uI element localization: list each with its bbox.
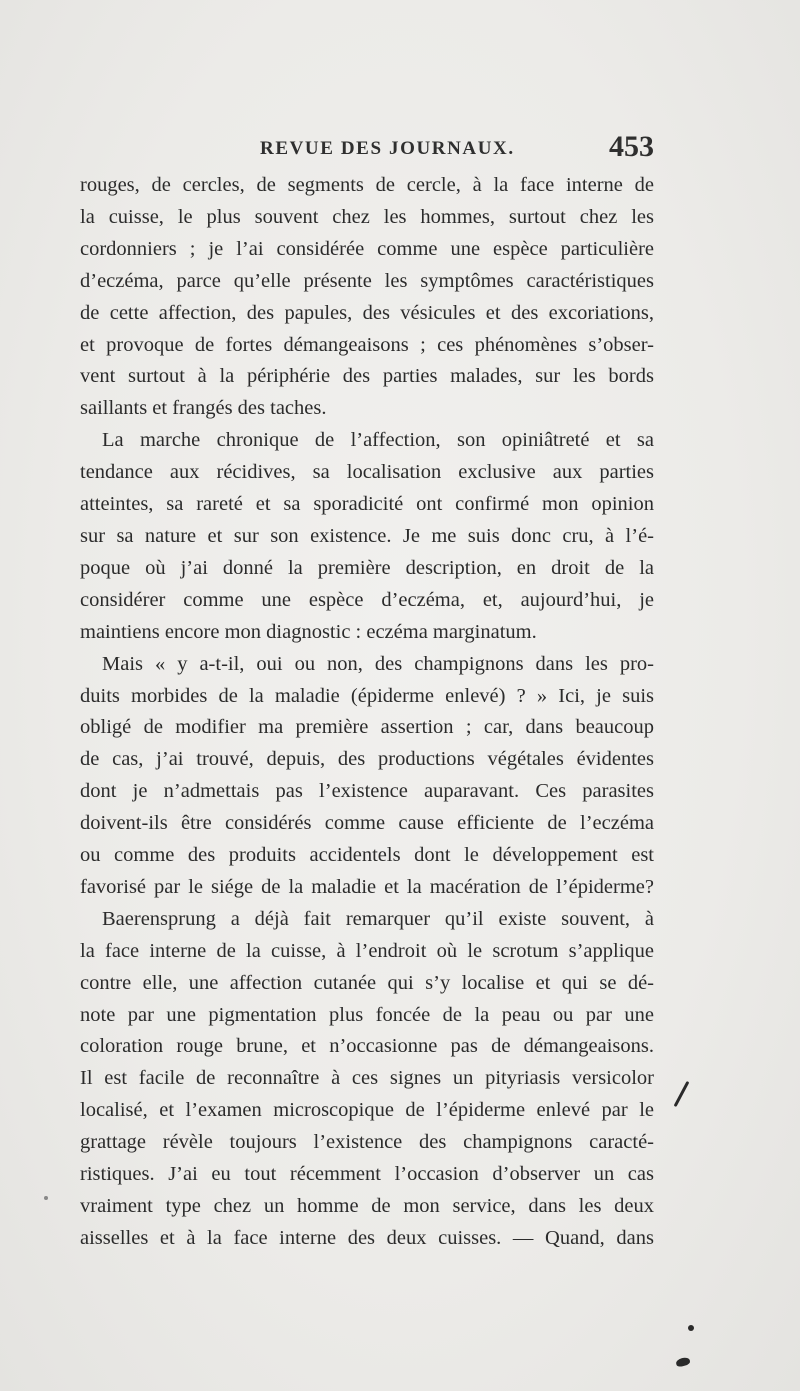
- page-number: 453: [609, 130, 654, 163]
- text-line: favorisé par le siége de la maladie et la macération de l’épiderme?: [80, 875, 654, 898]
- page-header: [80, 130, 654, 170]
- text-line: sur sa nature et sur son existence. Je me suis donc cru, à l’é-: [80, 524, 654, 547]
- text-line: maintiens encore mon diagnostic : eczéma marginatum.: [80, 620, 537, 643]
- text-line: duits morbides de la maladie (épiderme enlevé) ? » Ici, je suis: [80, 684, 654, 707]
- ink-blot-mark: [675, 1356, 691, 1367]
- paragraph-first-line: La marche chronique de l’affection, son opiniâtreté et sa: [102, 429, 654, 452]
- text-line: note par une pigmentation plus foncée de la peau ou par une: [80, 1003, 654, 1026]
- text-line: dont je n’admettais pas l’existence auparavant. Ces parasites: [80, 780, 654, 803]
- text-line: considérer comme une espèce d’eczéma, et, aujourd’hui, je: [80, 588, 654, 611]
- paragraph-first-line: Baerensprung a déjà fait remarquer qu’il existe souvent, à: [102, 907, 654, 930]
- text-line: la face interne de la cuisse, à l’endroit où le scrotum s’applique: [80, 939, 654, 962]
- text-line: la cuisse, le plus souvent chez les hommes, surtout chez les: [80, 205, 654, 228]
- text-line: doivent-ils être considérés comme cause efficiente de l’eczéma: [80, 812, 654, 835]
- text-line: rouges, de cercles, de segments de cercle, à la face interne de: [80, 174, 654, 196]
- text-line: ristiques. J’ai eu tout récemment l’occasion d’observer un cas: [80, 1163, 654, 1186]
- text-line: cordonniers ; je l’ai considérée comme une espèce particulière: [80, 237, 654, 260]
- text-line: aisselles et à la face interne des deux cuisses. — Quand, dans: [80, 1226, 654, 1249]
- text-line: contre elle, une affection cutanée qui s’y localise et qui se dé-: [80, 971, 654, 994]
- text-line: poque où j’ai donné la première description, en droit de la: [80, 556, 654, 579]
- ink-speck-mark: [44, 1196, 48, 1200]
- paragraph-first-line: Mais « y a-t-il, oui ou non, des champignons dans les pro-: [102, 652, 654, 675]
- text-line: obligé de modifier ma première assertion ; car, dans beaucoup: [80, 716, 654, 739]
- text-line: de cas, j’ai trouvé, depuis, des productions végétales évidentes: [80, 748, 654, 771]
- text-line: d’eczéma, parce qu’elle présente les symptômes caractéristiques: [80, 269, 654, 292]
- text-line: vraiment type chez un homme de mon service, dans les deux: [80, 1195, 654, 1217]
- text-line: Il est facile de reconnaître à ces signes un pityriasis versicolor: [80, 1067, 654, 1090]
- text-line: tendance aux récidives, sa localisation exclusive aux parties: [80, 461, 654, 484]
- running-title: REVUE DES JOURNAUX.: [260, 138, 515, 159]
- text-line: de cette affection, des papules, des vésicules et des excoriations,: [80, 301, 654, 324]
- text-line: localisé, et l’examen microscopique de l’épiderme enlevé par le: [80, 1099, 654, 1122]
- text-line: grattage révèle toujours l’existence des champignons caracté-: [80, 1131, 654, 1154]
- text-line: vent surtout à la périphérie des parties malades, sur les bords: [80, 365, 654, 388]
- body-text: [80, 170, 654, 1255]
- text-line: atteintes, sa rareté et sa sporadicité ont confirmé mon opinion: [80, 493, 654, 516]
- text-line: ou comme des produits accidentels dont le développement est: [80, 844, 654, 867]
- ink-dot-mark: [688, 1325, 694, 1331]
- text-line: et provoque de fortes démangeaisons ; ces phénomènes s’obser-: [80, 333, 654, 356]
- ink-slash-mark: [674, 1081, 690, 1107]
- text-line: coloration rouge brune, et n’occasionne pas de démangeaisons.: [80, 1035, 654, 1058]
- text-line: saillants et frangés des taches.: [80, 397, 327, 420]
